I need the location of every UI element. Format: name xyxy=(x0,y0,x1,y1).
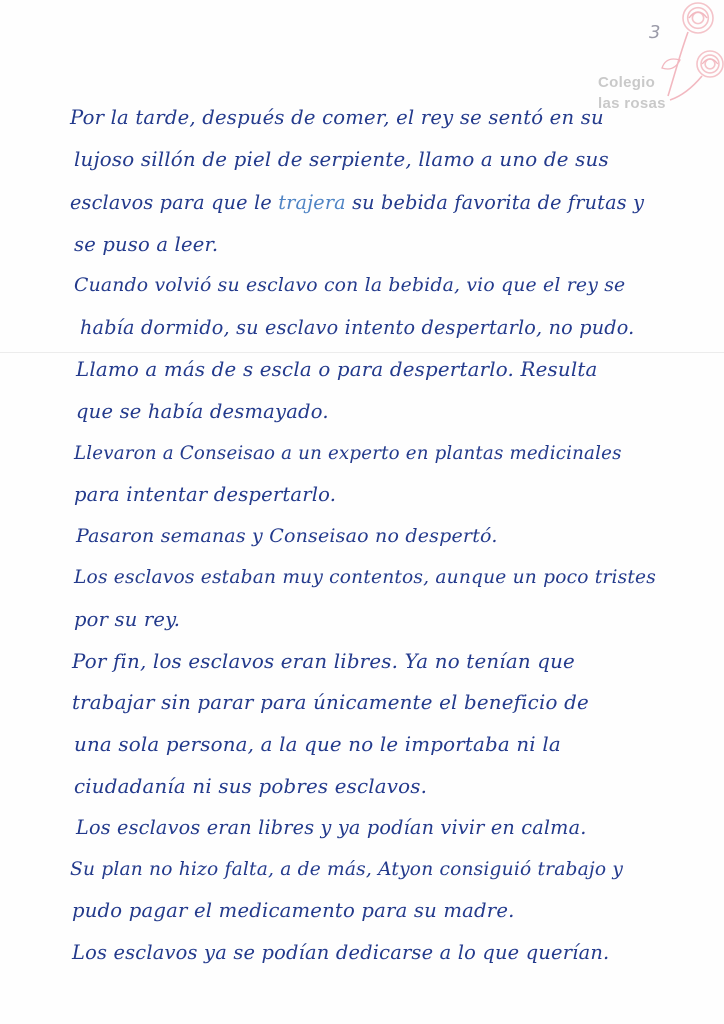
text-line-3-start: esclavos para que le xyxy=(70,191,279,214)
text-line-10: para intentar despertarlo. xyxy=(74,483,337,506)
text-line-13: por su rey. xyxy=(74,608,181,631)
text-line-18: Los esclavos eran libres y ya podían vivir en calma. xyxy=(76,816,587,839)
text-line-21: Los esclavos ya se podían dedicarse a lo que querían. xyxy=(72,941,610,964)
text-line-4: se puso a leer. xyxy=(74,233,219,256)
text-line-7: Llamo a más de s escla o para despertarlo. Resulta xyxy=(76,358,598,381)
text-line-1: Por la tarde, después de comer, el rey se sentó en su xyxy=(70,106,604,129)
text-line-19: Su plan no hizo falta, a de más, Atyon consiguió trabajo y xyxy=(70,859,624,880)
page-number: 3 xyxy=(649,22,661,43)
text-line-11: Pasaron semanas y Conseisao no despertó. xyxy=(76,525,498,547)
correction-word: trajera xyxy=(278,191,346,214)
text-line-9: Llevaron a Conseisao a un experto en plantas medicinales xyxy=(74,443,622,464)
text-line-3 xyxy=(70,189,644,217)
logo-text-line-2: las rosas xyxy=(598,95,666,112)
text-line-17: ciudadanía ni sus pobres esclavos. xyxy=(74,775,428,798)
text-line-12: Los esclavos estaban muy contentos, aunque un poco tristes xyxy=(74,567,656,588)
text-line-3-end: su bebida favorita de frutas y xyxy=(345,191,645,214)
text-line-2: lujoso sillón de piel de serpiente, llamo a uno de sus xyxy=(74,148,609,171)
logo-text-line-1: Colegio xyxy=(598,74,656,91)
text-line-15: trabajar sin parar para únicamente el beneficio de xyxy=(72,691,589,714)
text-line-20: pudo pagar el medicamento para su madre. xyxy=(72,899,515,922)
text-line-5: Cuando volvió su esclavo con la bebida, vio que el rey se xyxy=(74,275,626,296)
text-line-8: que se había desmayado. xyxy=(76,400,329,423)
text-line-6: había dormido, su esclavo intento despertarlo, no pudo. xyxy=(80,316,635,339)
text-line-14: Por fin, los esclavos eran libres. Ya no tenían que xyxy=(72,650,575,673)
text-line-16: una sola persona, a la que no le importaba ni la xyxy=(74,733,561,756)
